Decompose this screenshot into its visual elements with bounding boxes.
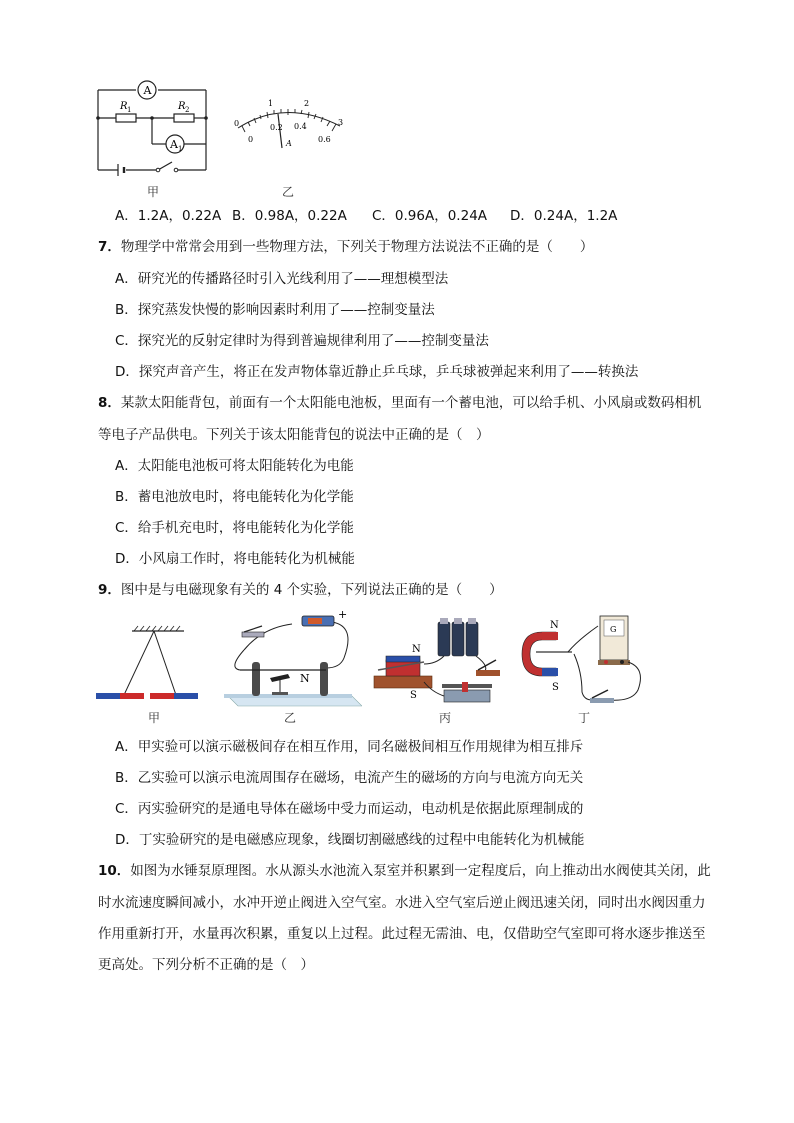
svg-text:G: G	[610, 625, 617, 634]
ammeter-a-label: A	[143, 84, 152, 97]
switch-icon	[590, 698, 614, 703]
question-9-stem: 9．图中是与电磁现象有关的 4 个实验，下列说法正确的是（ ）	[98, 582, 503, 598]
figure-caption-bing-9: 丙	[439, 711, 452, 725]
question-10-line3: 作用重新打开，水量再次积累，重复以上过程。此过程无需油、电，仅借助空气室即可将水逐步推送至	[98, 926, 706, 942]
svg-text:0.4: 0.4	[294, 122, 307, 131]
support-post-left	[252, 662, 260, 696]
svg-text:N: N	[550, 620, 559, 631]
experiment-jia-magnets	[92, 625, 204, 707]
figure-caption-ding-9: 丁	[578, 711, 591, 725]
battery-pack-icon	[438, 618, 478, 656]
r2-label: R	[178, 101, 186, 112]
horseshoe-magnet	[542, 632, 558, 640]
switch-pivot	[156, 168, 160, 172]
q9-option-d: D．丁实验研究的是电磁感应现象，线圈切割磁感线的过程中电能转化为机械能	[115, 832, 585, 848]
bar-magnet-left	[96, 693, 120, 699]
svg-text:+: +	[338, 608, 348, 621]
q6-option-a: A．1.2A，0.22A	[115, 208, 222, 224]
experiment-bing-motor	[372, 612, 512, 712]
svg-text:2: 2	[304, 99, 310, 108]
svg-text:S: S	[552, 682, 559, 693]
svg-text:1: 1	[178, 145, 183, 153]
experiment-yi-oersted	[222, 608, 362, 708]
svg-text:3: 3	[338, 118, 344, 127]
figure-caption-yi-9: 乙	[284, 711, 297, 725]
switch-icon	[476, 670, 500, 676]
question-8-stem-line1: 8．某款太阳能背包，前面有一个太阳能电池板，里面有一个蓄电池，可以给手机、小风扇或数码相机	[98, 395, 702, 411]
q8-option-b: B．蓄电池放电时，将电能转化为化学能	[115, 489, 354, 505]
q8-option-c: C．给手机充电时，将电能转化为化学能	[115, 520, 354, 536]
question-10-line4: 更高处。下列分析不正确的是（ ）	[98, 957, 314, 973]
svg-text:0.6: 0.6	[318, 135, 331, 144]
support-post-right	[320, 662, 328, 696]
ammeter-a1-label: A	[170, 138, 178, 151]
q7-option-d: D．探究声音产生，将正在发声物体靠近静止乒乓球，乒乓球被弹起来利用了——转换法	[115, 364, 639, 380]
svg-text:N: N	[300, 672, 310, 685]
r1-label: R	[120, 101, 128, 112]
q7-option-a: A．研究光的传播路径时引入光线利用了——理想模型法	[115, 271, 449, 287]
figure-caption-yi-6: 乙	[282, 185, 295, 199]
circuit-diagram-a	[88, 78, 218, 183]
ammeter-dial-b	[230, 96, 350, 156]
q7-option-c: C．探究光的反射定律时为得到普遍规律利用了——控制变量法	[115, 333, 489, 349]
q9-option-c: C．丙实验研究的是通电导体在磁场中受力而运动，电动机是依据此原理制成的	[115, 801, 584, 817]
q6-option-c: C．0.96A，0.24A	[372, 208, 488, 224]
q6-option-b: B．0.98A，0.22A	[232, 208, 347, 224]
question-7-stem: 7．物理学中常常会用到一些物理方法，下列关于物理方法说法不正确的是（ ）	[98, 239, 594, 255]
resistor-r1	[116, 114, 136, 122]
dial-unit: A	[286, 139, 292, 148]
svg-text:2: 2	[185, 106, 190, 114]
q9-option-a: A．甲实验可以演示磁极间存在相互作用，同名磁极间相互作用规律为相互排斥	[115, 739, 584, 755]
question-10-line1: 10．如图为水锤泵原理图。水从源头水池流入泵室并积累到一定程度后，向上推动出水阀使其关闭，此	[98, 863, 711, 879]
q6-option-d: D．0.24A，1.2A	[510, 208, 618, 224]
resistor-r2	[174, 114, 194, 122]
svg-text:0.2: 0.2	[270, 123, 283, 132]
question-10-line2: 时水流速度瞬间减小，水冲开逆止阀进入空气室。水进入空气室后逆止阀迅速关闭，同时出水阀因重力	[98, 895, 706, 911]
question-8-stem-line2: 等电子产品供电。下列关于该太阳能背包的说法中正确的是（ ）	[98, 427, 490, 443]
figure-caption-jia-9: 甲	[148, 711, 161, 725]
svg-text:S: S	[410, 690, 417, 701]
svg-text:0: 0	[248, 135, 254, 144]
svg-text:N: N	[412, 644, 421, 655]
svg-text:0: 0	[234, 119, 240, 128]
q7-option-b: B．探究蒸发快慢的影响因素时利用了——控制变量法	[115, 302, 435, 318]
q9-option-b: B．乙实验可以演示电流周围存在磁场，电流产生的磁场的方向与电流方向无关	[115, 770, 584, 786]
experiment-ding-induction	[512, 610, 652, 710]
figure-caption-jia-6: 甲	[147, 185, 160, 199]
q8-option-d: D．小风扇工作时，将电能转化为机械能	[115, 551, 355, 567]
switch-icon	[242, 632, 264, 637]
bar-magnet-right	[150, 693, 174, 699]
svg-text:1: 1	[268, 99, 274, 108]
svg-text:1: 1	[127, 106, 132, 114]
q8-option-a: A．太阳能电池板可将太阳能转化为电能	[115, 458, 354, 474]
